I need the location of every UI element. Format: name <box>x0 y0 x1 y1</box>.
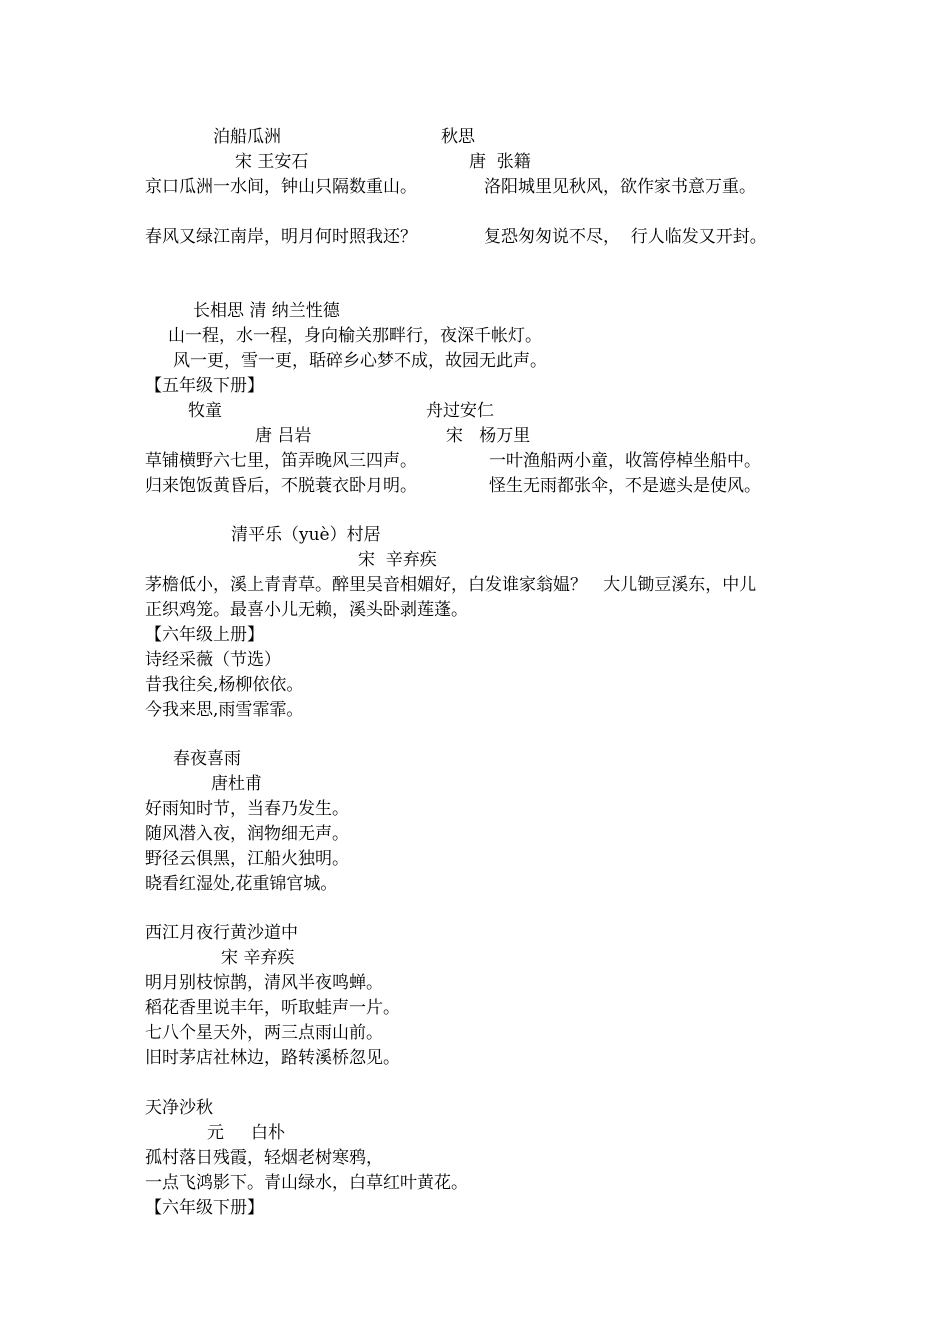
poem-line: 草铺横野六七里，笛弄晚风三四声。 <box>145 451 417 471</box>
poem-title-bochuan: 泊船瓜洲 <box>213 127 281 147</box>
poem-title-mutong: 牧童 <box>188 401 222 421</box>
poem-line: 山一程，水一程，身向榆关那畔行，夜深千帐灯。 <box>168 326 542 346</box>
poem-line: 春风又绿江南岸，明月何时照我还？ <box>145 227 417 247</box>
poem-author-chunye: 唐杜甫 <box>211 774 262 794</box>
poem-author-zhouguo: 宋 杨万里 <box>446 426 531 446</box>
poem-title-chunye: 春夜喜雨 <box>173 749 241 769</box>
poem-title-changxiangsi: 长相思 清 纳兰性德 <box>193 301 340 321</box>
poem-line: 复恐匆匆说不尽， 行人临发又开封。 <box>484 227 767 247</box>
poem-line: 今我来思,雨雪霏霏。 <box>145 700 304 720</box>
section-heading: 【六年级上册】 <box>145 625 264 645</box>
poem-author-bochuan: 宋 王安石 <box>235 152 309 172</box>
poem-line: 正织鸡笼。最喜小儿无赖，溪头卧剥莲蓬。 <box>145 600 468 620</box>
poem-author-qingpingle: 宋 辛弃疾 <box>358 550 437 570</box>
poem-line: 随风潜入夜，润物细无声。 <box>145 824 349 844</box>
poem-line: 昔我往矣,杨柳依依。 <box>145 675 304 695</box>
poem-title-qiusi: 秋思 <box>441 127 475 147</box>
poem-title-caiwei: 诗经采薇（节选） <box>145 650 281 670</box>
poem-line: 七八个星天外，两三点雨山前。 <box>145 1023 383 1043</box>
poem-line: 风一更，雪一更，聒碎乡心梦不成，故园无此声。 <box>173 351 547 371</box>
section-heading: 【五年级下册】 <box>145 376 264 396</box>
poem-line: 怪生无雨都张伞，不是遮头是使风。 <box>489 476 761 496</box>
poem-line: 孤村落日残霞，轻烟老树寒鸦， <box>145 1148 383 1168</box>
poem-line: 好雨知时节，当春乃发生。 <box>145 799 349 819</box>
poem-title-xijiang: 西江月夜行黄沙道中 <box>145 923 298 943</box>
poem-line: 一点飞鸿影下。青山绿水，白草红叶黄花。 <box>145 1173 468 1193</box>
poem-title-qingpingle: 清平乐（yuè）村居 <box>231 525 381 545</box>
poem-line: 京口瓜洲一水间，钟山只隔数重山。 <box>145 177 417 197</box>
poem-line: 茅檐低小，溪上青青草。醉里吴音相媚好，白发谁家翁媪？ 大儿锄豆溪东，中儿 <box>145 575 757 595</box>
poem-line: 洛阳城里见秋风，欲作家书意万重。 <box>484 177 756 197</box>
section-heading: 【六年级下册】 <box>145 1198 264 1218</box>
poem-title-zhouguo: 舟过安仁 <box>426 401 494 421</box>
poem-line: 野径云俱黑，江船火独明。 <box>145 849 349 869</box>
poem-author-qiusi: 唐 张籍 <box>469 152 531 172</box>
poem-line: 明月别枝惊鹊，清风半夜鸣蝉。 <box>145 973 383 993</box>
poem-author-mutong: 唐 吕岩 <box>255 426 312 446</box>
poem-line: 稻花香里说丰年，听取蛙声一片。 <box>145 998 400 1018</box>
poem-author-tianjing: 元 白朴 <box>207 1123 286 1143</box>
poem-author-xijiang: 宋 辛弃疾 <box>221 948 295 968</box>
poem-line: 归来饱饭黄昏后，不脱蓑衣卧月明。 <box>145 476 417 496</box>
poem-title-tianjing: 天净沙秋 <box>145 1098 213 1118</box>
poem-line: 旧时茅店社林边，路转溪桥忽见。 <box>145 1048 400 1068</box>
poem-line: 晓看红湿处,花重锦官城。 <box>145 874 338 894</box>
poem-line: 一叶渔船两小童，收篙停棹坐船中。 <box>489 451 761 471</box>
